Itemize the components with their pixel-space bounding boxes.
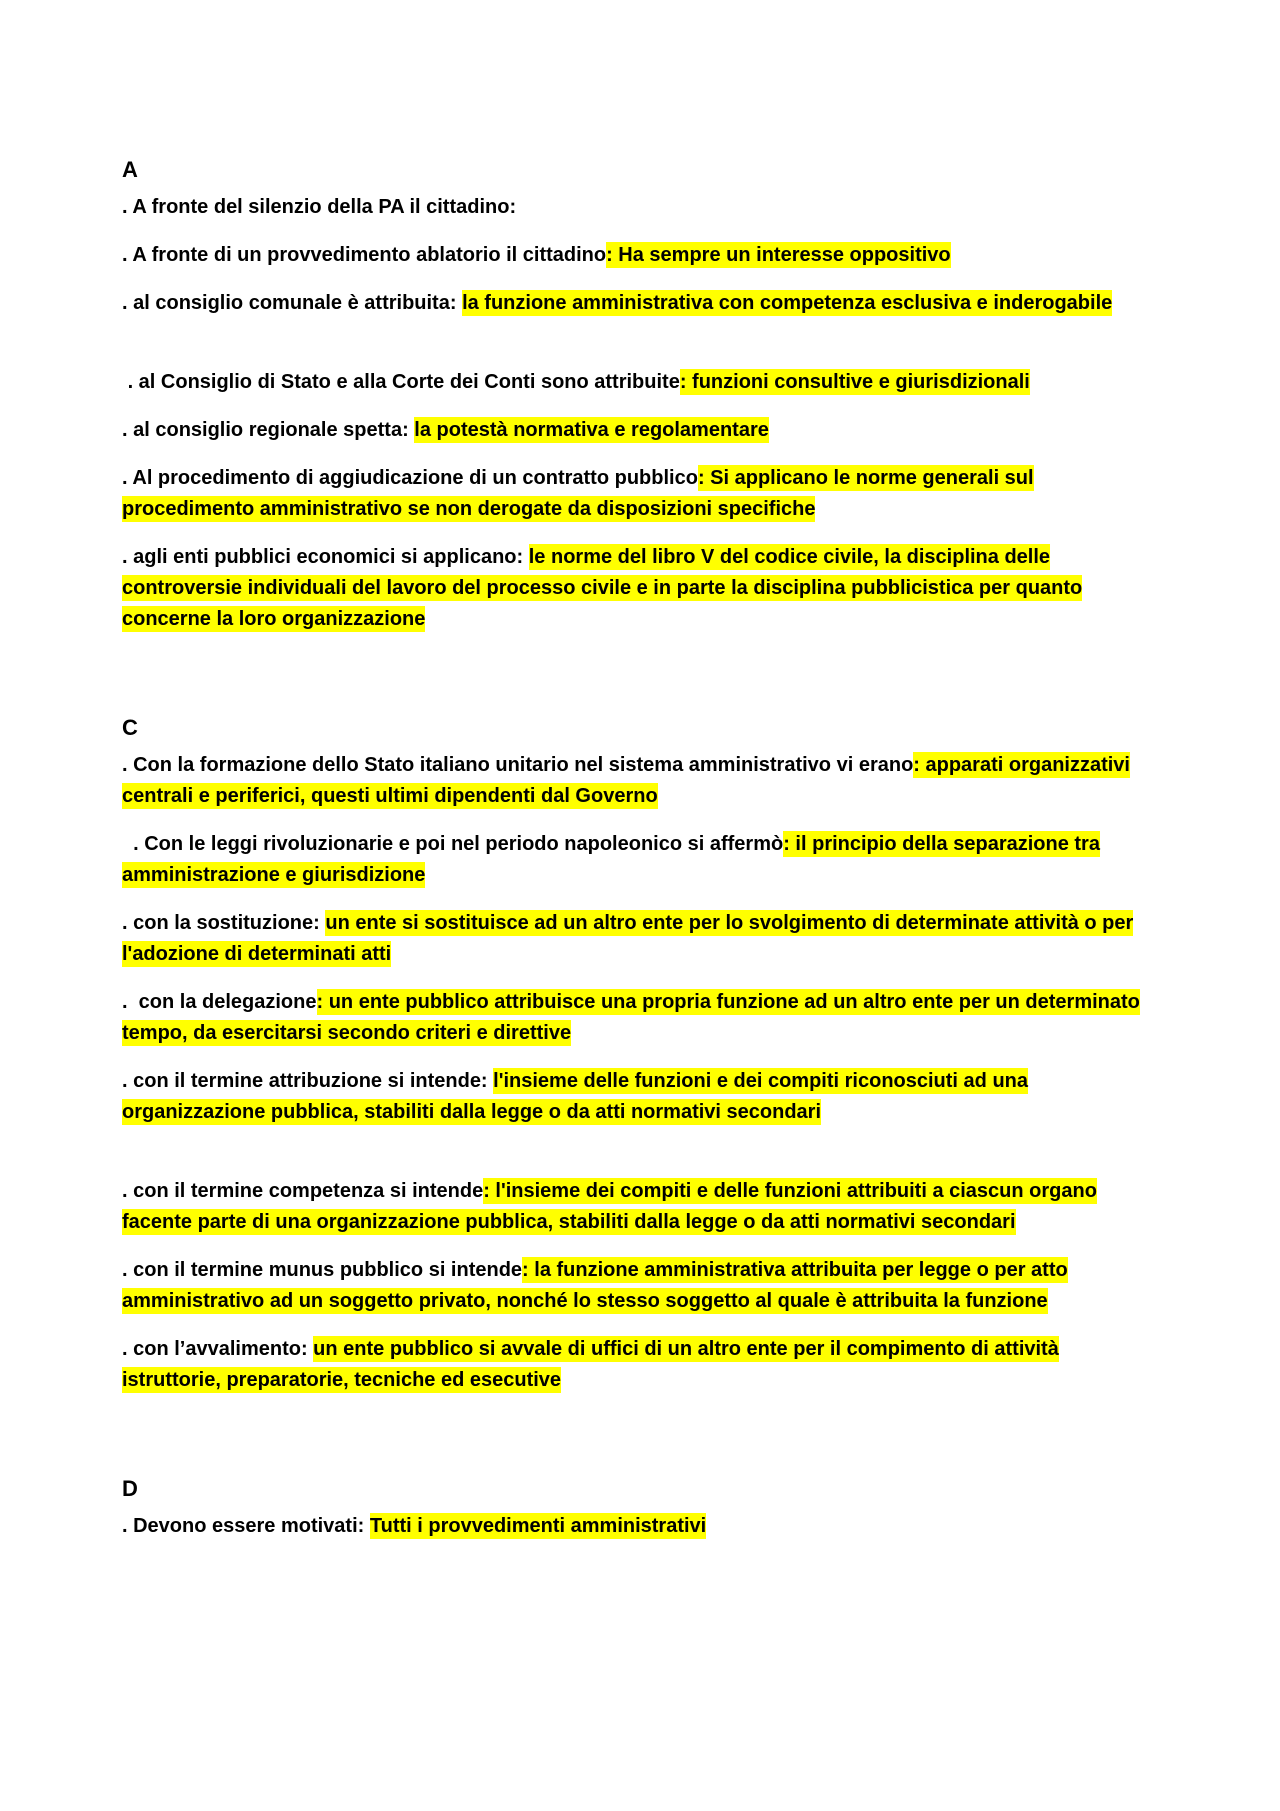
highlighted-answer: : Si applicano le norme generali sul procedimento amministrativo se non derogate da disposizioni specifiche xyxy=(122,467,1034,520)
highlighted-answer: : il principio della separazione tra amministrazione e giurisdizione xyxy=(122,833,1100,886)
question-text: . A fronte di un provvedimento ablatorio il cittadino xyxy=(122,244,607,266)
question-text: . con il termine competenza si intende xyxy=(122,1180,484,1202)
list-item xyxy=(122,367,1162,398)
highlighted-answer: l'insieme delle funzioni e dei compiti riconosciuti ad una organizzazione pubblica, stabiliti dalla legge o da atti normativi secondari xyxy=(122,1070,1028,1123)
list-item xyxy=(122,463,1162,525)
section-spacer xyxy=(122,1413,1162,1469)
highlighted-answer: : apparati organizzativi centrali e periferici, questi ultimi dipendenti dal Governo xyxy=(122,754,1130,807)
question-text: . al Consiglio di Stato e alla Corte dei Conti sono attribuite xyxy=(122,371,680,393)
question-text: . Con la formazione dello Stato italiano unitario nel sistema amministrativo vi erano xyxy=(122,754,914,776)
highlighted-answer: : funzioni consultive e giurisdizionali xyxy=(679,371,1030,393)
list-item xyxy=(122,908,1162,970)
question-text: . al consiglio regionale spetta: xyxy=(122,419,415,441)
list-item xyxy=(122,1176,1162,1238)
list-item xyxy=(122,1255,1162,1317)
section-a xyxy=(122,150,1162,635)
question-text: . agli enti pubblici economici si applicano: xyxy=(122,546,529,568)
question-text: . con la sostituzione: xyxy=(122,912,326,934)
question-text: . con l’avvalimento: xyxy=(122,1338,314,1360)
highlighted-answer: la funzione amministrativa con competenza esclusiva e inderogabile xyxy=(462,292,1113,314)
highlighted-answer: : un ente pubblico attribuisce una propria funzione ad un altro ente per un determinato tempo, da esercitarsi secondo criteri e direttive xyxy=(122,991,1140,1044)
question-text: . Devono essere motivati: xyxy=(122,1515,370,1537)
question-text: . A fronte del silenzio della PA il cittadino: xyxy=(122,196,517,218)
question-text: . Al procedimento di aggiudicazione di un contratto pubblico xyxy=(122,467,698,489)
question-text: . al consiglio comunale è attribuita: xyxy=(122,292,463,314)
list-item xyxy=(122,542,1162,635)
list-item xyxy=(122,415,1162,446)
list-item xyxy=(122,288,1162,319)
list-item xyxy=(122,750,1162,812)
highlighted-answer: : la funzione amministrativa attribuita per legge o per atto amministrativo ad un soggetto privato, nonché lo stesso soggetto al quale è attribuita la funzione xyxy=(122,1259,1068,1312)
list-item xyxy=(122,829,1162,891)
question-text: . con il termine attribuzione si intende: xyxy=(122,1070,494,1092)
highlighted-answer: un ente si sostituisce ad un altro ente per lo svolgimento di determinate attività o per l'adozione di determinati atti xyxy=(122,912,1134,965)
highlighted-answer: Tutti i provvedimenti amministrativi xyxy=(369,1515,707,1537)
list-item xyxy=(122,1511,1162,1542)
highlighted-answer: le norme del libro V del codice civile, la disciplina delle controversie individuali del lavoro del processo civile e in parte la disciplina pubblicistica per quanto concerne la loro organizzazione xyxy=(122,546,1083,630)
list-item xyxy=(122,192,1162,223)
highlighted-answer: : l'insieme dei compiti e delle funzioni attribuiti a ciascun organo facente parte di una organizzazione pubblica, stabiliti dalla legge o da atti normativi secondari xyxy=(122,1180,1097,1233)
question-text: . con il termine munus pubblico si intende xyxy=(122,1259,523,1281)
highlighted-answer: la potestà normativa e regolamentare xyxy=(414,419,769,441)
section-letter: C xyxy=(122,715,138,740)
section-d xyxy=(122,1469,1162,1542)
highlighted-answer: : Ha sempre un interesse oppositivo xyxy=(606,244,951,266)
list-item xyxy=(122,987,1162,1049)
section-c xyxy=(122,708,1162,1396)
list-item xyxy=(122,240,1162,271)
list-item xyxy=(122,1334,1162,1396)
question-text: . Con le leggi rivoluzionarie e poi nel periodo napoleonico si affermò xyxy=(122,833,784,855)
section-letter: A xyxy=(122,157,138,182)
section-spacer xyxy=(122,652,1162,708)
document-content xyxy=(122,150,1162,1559)
question-text: . con la delegazione xyxy=(122,991,317,1013)
list-item xyxy=(122,1066,1162,1128)
highlighted-answer: un ente pubblico si avvale di uffici di un altro ente per il compimento di attività istruttorie, preparatorie, tecniche ed esecutive xyxy=(122,1338,1059,1391)
section-letter: D xyxy=(122,1476,138,1501)
